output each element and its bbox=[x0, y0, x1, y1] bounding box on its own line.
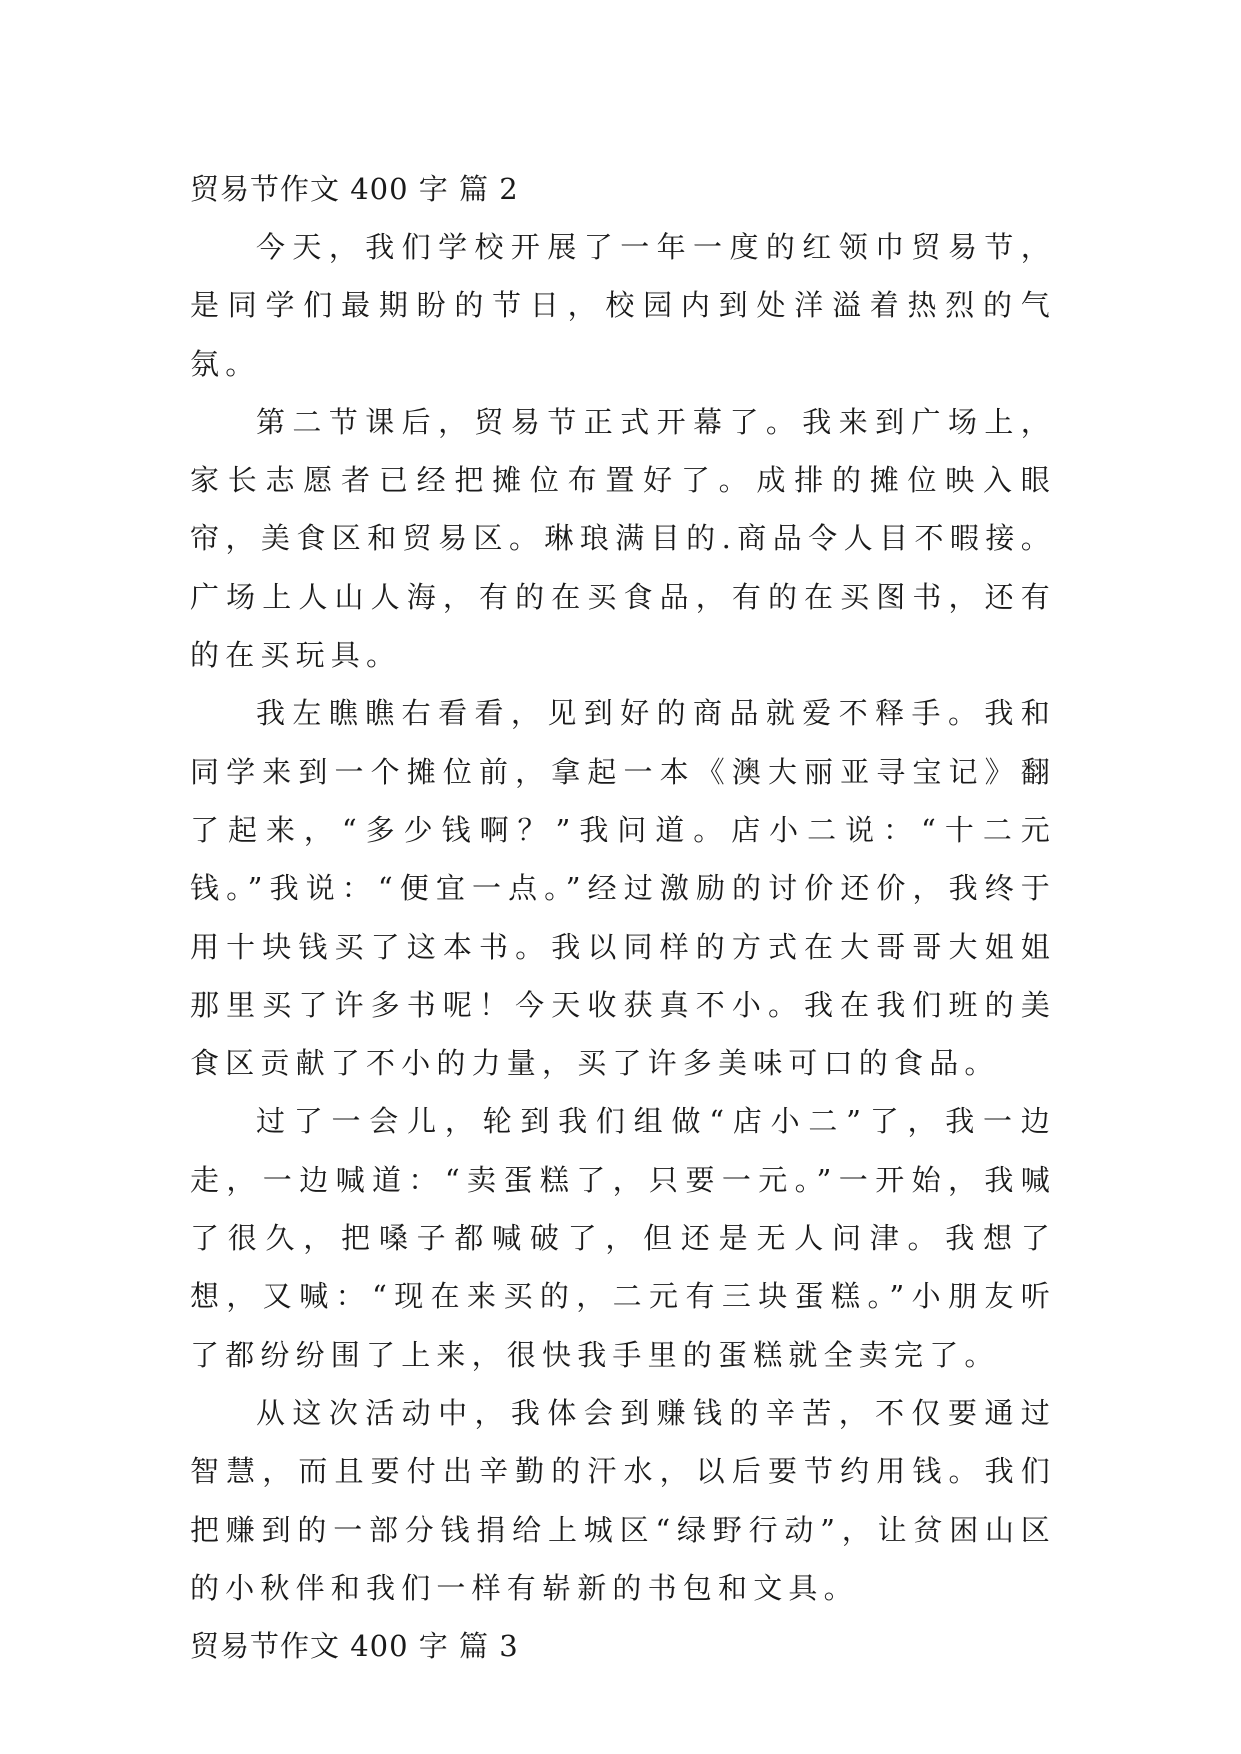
paragraph-5: 从这次活动中，我体会到赚钱的辛苦，不仅要通过智慧，而且要付出辛勤的汗水，以后要节约用钱。我们把赚到的一部分钱捐给上城区“绿野行动”，让贫困山区的小秋伴和我们一样有崭新的书包和文具。 bbox=[190, 1395, 1056, 1605]
paragraph-1: 今天，我们学校开展了一年一度的红领巾贸易节，是同学们最期盼的节日，校园内到处洋溢着热烈的气氛。 bbox=[190, 230, 1056, 381]
paragraph-3: 我左瞧瞧右看看，见到好的商品就爱不释手。我和同学来到一个摊位前，拿起一本《澳大丽亚寻宝记》翻了起来，“多少钱啊？”我问道。店小二说：“十二元钱。”我说：“便宜一点。”经过激励的讨价还价，我终于用十块钱买了这本书。我以同样的方式在大哥哥大姐姐那里买了许多书呢！今天收获真不小。我在我们班的美食区贡献了不小的力量，买了许多美味可口的食品。 bbox=[190, 696, 1056, 1081]
paragraph-2: 第二节课后，贸易节正式开幕了。我来到广场上，家长志愿者已经把摊位布置好了。成排的摊位映入眼帘，美食区和贸易区。琳琅满目的.商品令人目不暇接。广场上人山人海，有的在买食品，有的在买图书，还有的在买玩具。 bbox=[190, 404, 1056, 673]
section-heading-essay-3: 贸易节作文 400 字 篇 3 bbox=[190, 1629, 519, 1664]
document-body bbox=[190, 160, 1056, 1675]
paragraph-4: 过了一会儿，轮到我们组做“店小二”了，我一边走，一边喊道：“卖蛋糕了，只要一元。”一开始，我喊了很久，把嗓子都喊破了，但还是无人问津。我想了想，又喊：“现在来买的，二元有三块蛋糕。”小朋友听了都纷纷围了上来，很快我手里的蛋糕就全卖完了。 bbox=[190, 1104, 1056, 1372]
section-heading-essay-2: 贸易节作文 400 字 篇 2 bbox=[190, 172, 519, 206]
